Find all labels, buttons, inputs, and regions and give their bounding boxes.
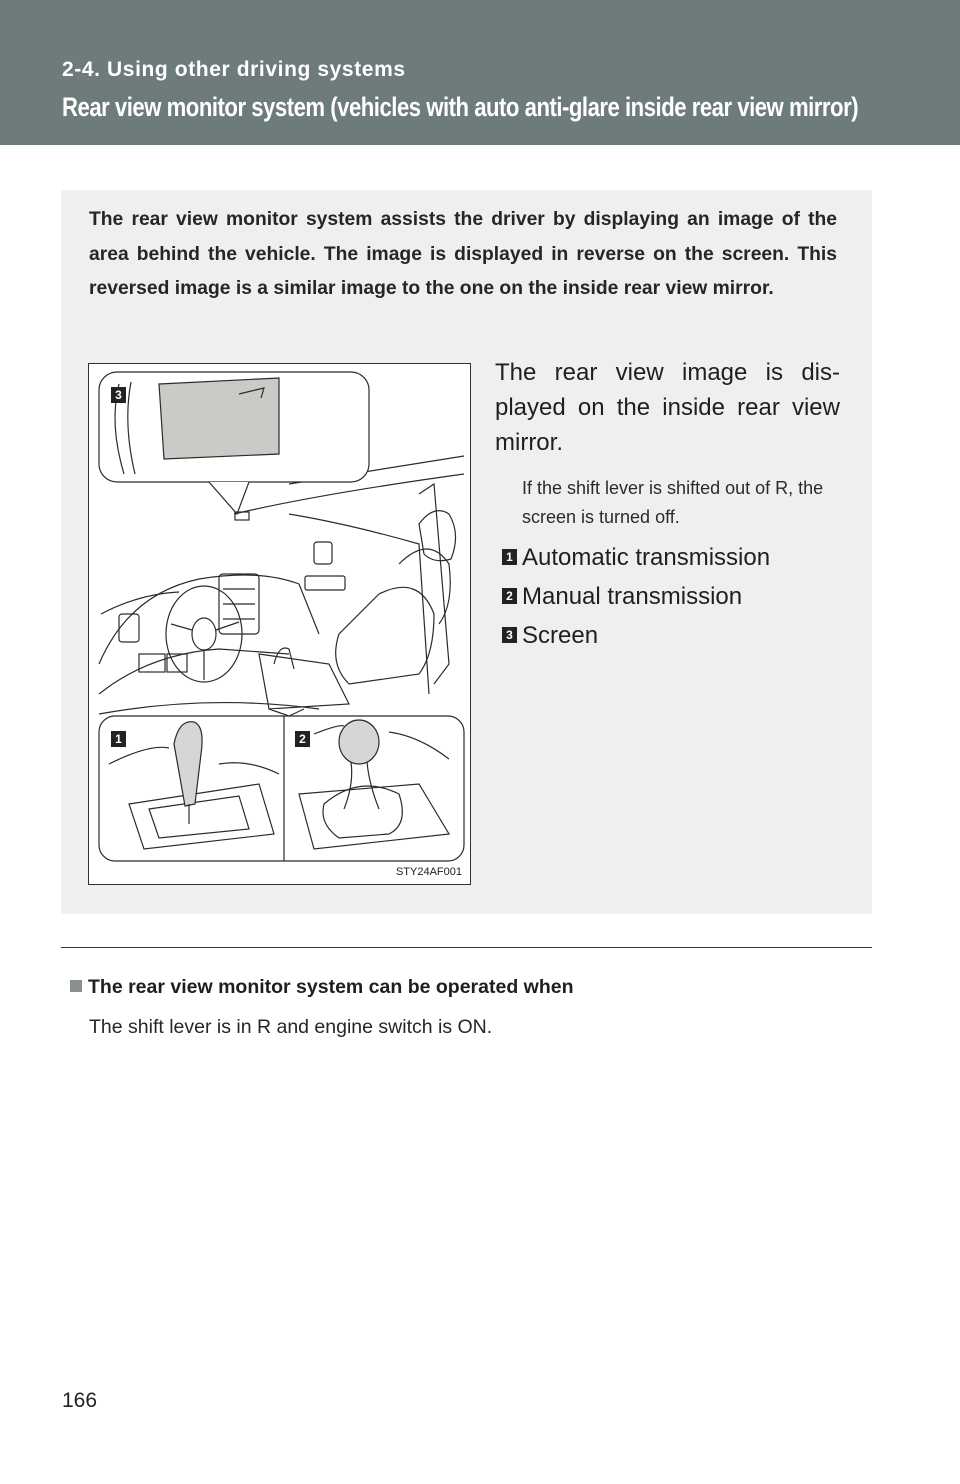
callout-badge-3: 3 [111, 387, 126, 403]
cabin-illustration [88, 363, 471, 885]
square-bullet-icon [70, 980, 82, 992]
legend-item-screen [502, 621, 598, 651]
section-label: 2-4. Using other driving systems [62, 58, 406, 81]
legend-item-automatic [502, 543, 770, 573]
section-divider [61, 947, 872, 948]
legend-badge: 2 [502, 588, 517, 604]
callout-badge-1: 1 [111, 731, 126, 747]
operation-heading [70, 976, 573, 999]
intro-paragraph: The rear view monitor system assists the driver by displaying an image of the area behind the vehicle. The image is displayed in reverse on the screen. This reversed image is a similar image to the one on the inside rear view mirror. [89, 209, 837, 299]
callout-badge-2: 2 [295, 731, 310, 747]
legend-item-manual [502, 582, 742, 612]
legend-label: Automatic transmission [522, 544, 771, 571]
figure-note: If the shift lever is shifted out of R, the screen is turned off. [522, 478, 824, 527]
legend-label: Screen [522, 622, 599, 649]
operation-heading-text: The rear view monitor system can be operated when [88, 976, 574, 998]
cabin-drawing [89, 364, 472, 886]
legend-label: Manual transmission [522, 583, 743, 610]
legend-badge: 1 [502, 549, 517, 565]
page-number: 166 [62, 1389, 98, 1412]
figure-code: STY24AF001 [395, 866, 462, 878]
figure-description: The rear view image is dis-played on the inside rear view mirror. [495, 359, 840, 456]
legend-badge: 3 [502, 627, 517, 643]
operation-body: The shift lever is in R and engine switch is ON. [89, 1016, 493, 1038]
page-title: Rear view monitor system (vehicles with auto anti-glare inside rear view mirror) [62, 92, 859, 122]
